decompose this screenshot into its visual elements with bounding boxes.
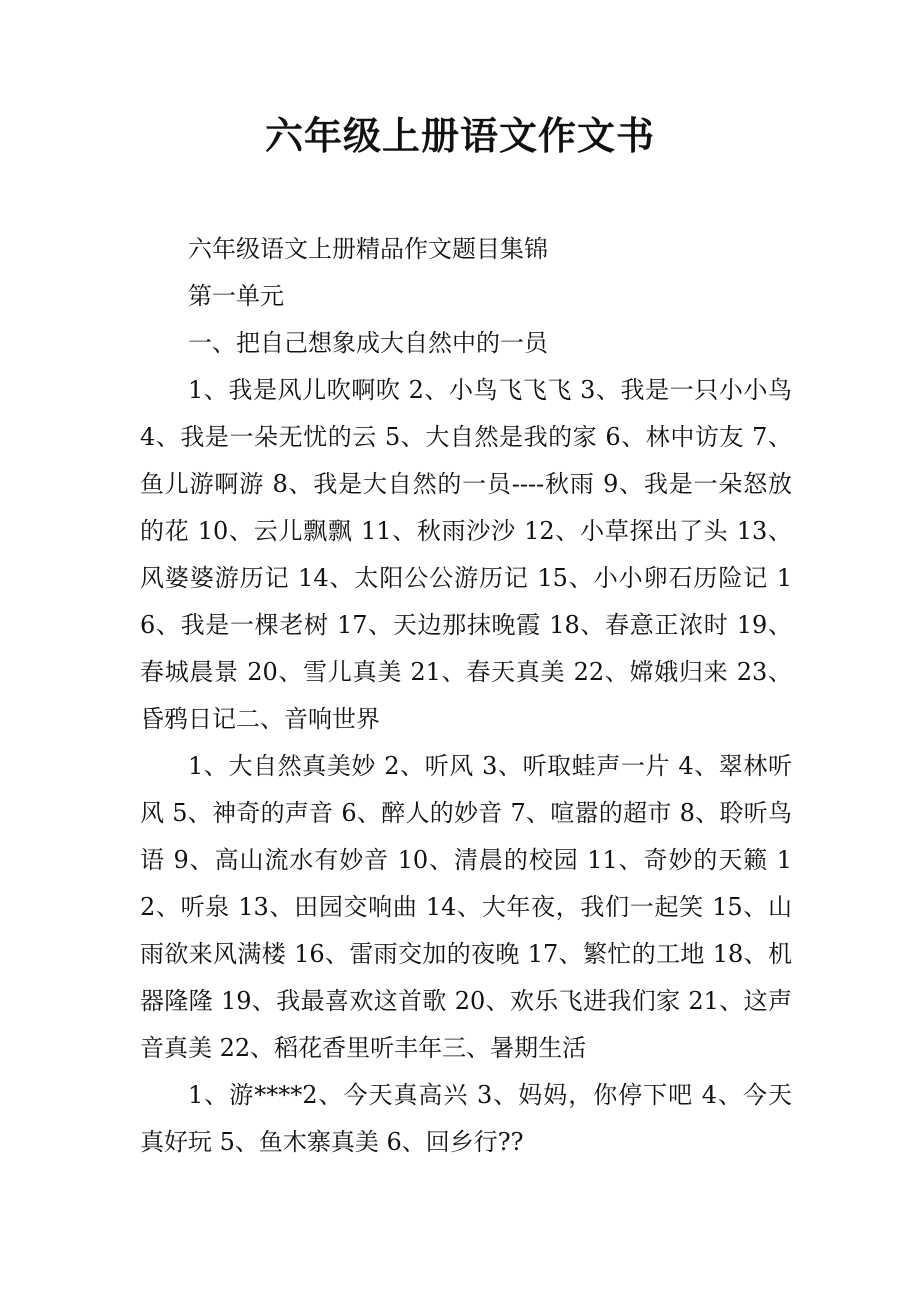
unit-heading: 第一单元	[188, 282, 284, 310]
collection-heading: 六年级语文上册精品作文题目集锦	[188, 235, 548, 263]
section-heading: 一、把自己想象成大自然中的一员	[188, 329, 548, 357]
document-body	[140, 226, 792, 1166]
topic-list-paragraph: 1、大自然真美妙 2、听风 3、听取蛙声一片 4、翠林听风 5、神奇的声音 6、醉人的妙音 7、喧嚣的超市 8、聆听鸟语 9、高山流水有妙音 10、清晨的校园 11、奇妙的天籁 12、听泉 13、田园交响曲 14、大年夜，我们一起笑 15、山雨欲来风满楼 16、雷雨交加的夜晚 17、繁忙的工地 18、机器隆隆 19、我最喜欢这首歌 20、欢乐飞进我们家 21、这声音真美 22、稻花香里听丰年三、暑期生活	[140, 752, 792, 1062]
document-title: 六年级上册语文作文书	[264, 113, 655, 158]
topic-list-paragraph: 1、游****2、今天真高兴 3、妈妈，你停下吧 4、今天真好玩 5、鱼木寨真美 6、回乡行??	[140, 1081, 792, 1156]
topic-list-paragraph: 1、我是风儿吹啊吹 2、小鸟飞飞飞 3、我是一只小小鸟 4、我是一朵无忧的云 5、大自然是我的家 6、林中访友 7、鱼儿游啊游 8、我是大自然的一员----秋雨 9、我是一朵怒放的花 10、云儿飘飘 11、秋雨沙沙 12、小草探出了头 13、风婆婆游历记 14、太阳公公游历记 15、小小卵石历险记 16、我是一棵老树 17、天边那抹晚霞 18、春意正浓时 19、春城晨景 20、雪儿真美 21、春天真美 22、嫦娥归来 23、昏鸦日记二、音响世界	[140, 376, 792, 733]
